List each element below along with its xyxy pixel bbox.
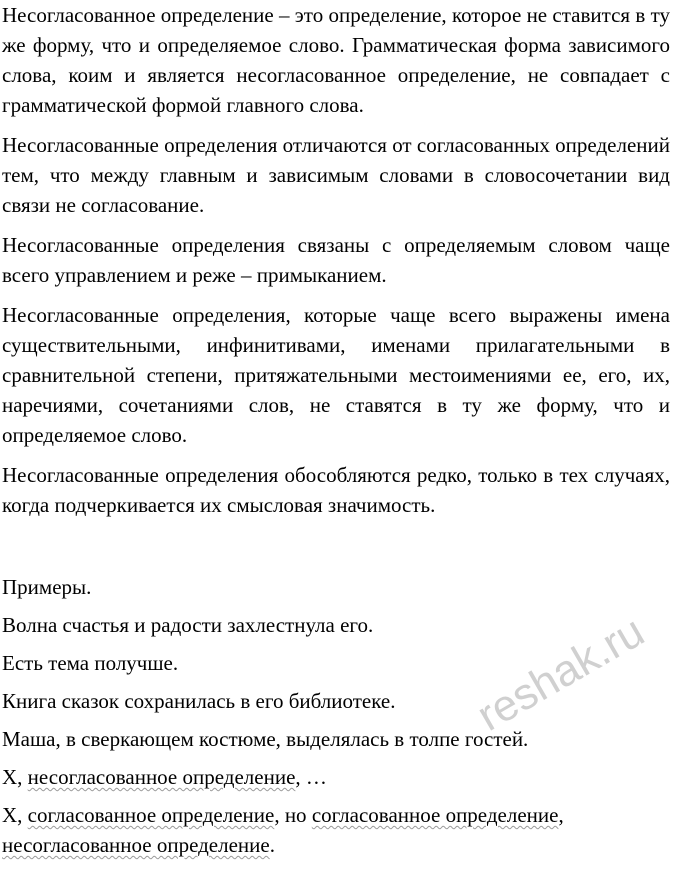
scheme-prefix: Х, — [2, 765, 28, 789]
example-item: Есть тема получше. — [2, 651, 179, 675]
scheme-term: согласованное определение — [311, 803, 559, 827]
example-item: Книга сказок сохранилась в его библиотеке. — [2, 689, 396, 713]
scheme-suffix: , … — [295, 765, 327, 789]
scheme-term: несогласованное определение — [27, 765, 296, 789]
scheme-connector: , но — [274, 803, 312, 827]
scheme-term: несогласованное определение — [2, 833, 270, 857]
examples-heading: Примеры. — [2, 575, 92, 599]
example-item: Маша, в сверкающем костюме, выделялась в толпе гостей. — [2, 727, 529, 751]
paragraph-difference: Несогласованные определения отличаются от согласованных определений тем, что между главным и зависимым словами в словосочетании вид связи не согласование. — [2, 133, 670, 217]
scheme-line-1 — [2, 762, 670, 792]
paragraph-isolation: Несогласованные определения обособляются редко, только в тех случаях, когда подчеркивается их смысловая значимость. — [2, 463, 670, 517]
scheme-term: согласованное определение — [27, 803, 275, 827]
watermark: reshak.ru — [469, 606, 653, 741]
paragraph-definition: Несогласованное определение – это определение, которое не ставится в ту же форму, что и определяемое слово. Грамматическая форма зависимого слова, коим и является несогласованное определение, не совпадает с грамматической формой главного слова. — [2, 3, 670, 117]
scheme-line-2 — [2, 800, 670, 830]
paragraph-expression: Несогласованные определения, которые чаще всего выражены имена существительными, инфинитивами, именами прилагательными в сравнительной степени, притяжательными местоимениями ее, его, их, наречиями, сочетаниями слов, не ставятся в ту же форму, что и определяемое слово. — [2, 303, 670, 447]
scheme-prefix: Х, — [2, 803, 28, 827]
blank-line — [2, 530, 670, 572]
example-item: Волна счастья и радости захлестнула его. — [2, 613, 374, 637]
scheme-end: . — [269, 833, 275, 857]
scheme-line-2-cont — [2, 830, 670, 860]
paragraph-connection: Несогласованные определения связаны с определяемым словом чаще всего управлением и реже – примыканием. — [2, 233, 670, 287]
document-page — [2, 0, 670, 868]
scheme-comma: , — [558, 803, 564, 827]
